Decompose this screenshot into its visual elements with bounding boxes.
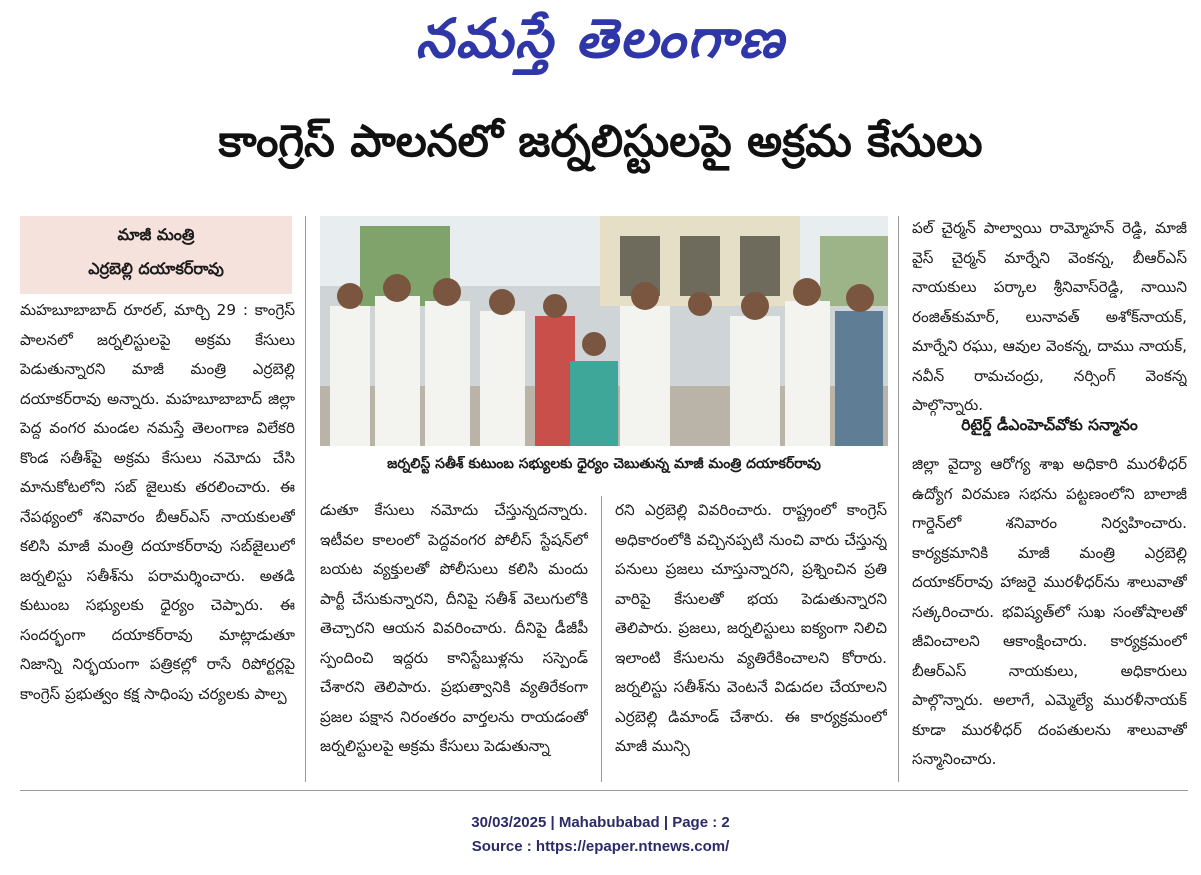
column-divider	[305, 216, 306, 782]
headline: కాంగ్రెస్ పాలనలో జర్నలిస్టులపై అక్రమ కేసులు	[218, 116, 983, 167]
news-photo	[320, 216, 888, 446]
article-column-3	[615, 496, 887, 786]
article-subheading: రిటైర్డ్ డీఎంహెచ్‌వోకు సన్మానం	[961, 416, 1138, 434]
photo-caption: జర్నలిస్ట్ సతీశ్ కుటుంబ సభ్యులకు ధైర్యం చెబుతున్న మాజీ మంత్రి దయాకర్‌రావు	[387, 456, 821, 472]
footer-date-edition: 30/03/2025 | Mahabubabad | Page : 2	[471, 814, 730, 831]
byline-title: మాజీ మంత్రి	[117, 225, 195, 244]
article-text: మహబూబాబాద్ రూరల్, మార్చి 29 : కాంగ్రెస్ పాలనలో జర్నలిస్టులపై అక్రమ కేసులు పెడుతున్నారని మాజీ మంత్రి ఎర్రబెల్లి దయాకర్‌రావు అన్నారు. మహబూబాబాద్ జిల్లా పెద్ద వంగర మండల నమస్తే తెలంగాణ విలేకరి కొండ సతీశ్‌పై అక్రమ కేసులు నమోదు చేసి మానుకోటలోని సబ్ జైలుకు తరలించారు. ఈ నేపథ్యంలో శనివారం బీఆర్‌ఎస్ నాయకులతో కలిసి మాజీ మంత్రి దయాకర్‌రావు సబ్‌జైలులో జర్నలిస్టు సతీశ్‌ను పరామర్శించారు. అతడి కుటుంబ సభ్యులకు ధైర్యం చెప్పారు. ఈ సందర్భంగా దయాకర్‌రావు మాట్లాడుతూ నిజాన్ని నిర్భయంగా పత్రికల్లో రాసే రిపోర్టర్లపై కాంగ్రెస్ ప్రభుత్వం కక్ష సాధింపు చర్యలకు పాల్ప	[20, 301, 295, 703]
column-divider	[898, 216, 899, 782]
article-column-1	[20, 296, 295, 782]
byline-name: ఎర్రబెల్లి దయాకర్‌రావు	[88, 259, 224, 278]
article-column-2	[320, 496, 588, 786]
footer-rule	[20, 790, 1188, 791]
article-column-4	[912, 214, 1187, 432]
masthead: నమస్తే తెలంగాణ	[415, 6, 786, 70]
article-text: డుతూ కేసులు నమోదు చేస్తున్నదన్నారు. ఇటీవల కాలంలో పెద్దవంగర పోలీస్ స్టేషన్‌లో బయట వ్యక్తులతో పోలీసులు కలిసి మందు పార్టీ చేసుకున్నారని, దీనిపై సతీశ్ వెలుగులోకి తెచ్చారని ఆయన వివరించారు. దీనిపై డీజీపీ స్పందించి ఇద్దరు కానిస్టేబుళ్లను సస్పెండ్ చేశారని తెలిపారు. ప్రభుత్వానికి వ్యతిరేకంగా ప్రజల పక్షాన నిరంతరం వార్తలను రాయడంతో జర్నలిస్టులపై అక్రమ కేసులు పెడుతున్నా	[320, 501, 588, 755]
footer-source: Source : https://epaper.ntnews.com/	[471, 838, 730, 855]
byline-box	[20, 216, 292, 294]
article-text: రని ఎర్రబెల్లి వివరించారు. రాష్ట్రంలో కాంగ్రెస్ అధికారంలోకి వచ్చినప్పటి నుంచి వారు చేస్తున్న పనులు ప్రజలు చూస్తున్నారని, ప్రశ్నించిన ప్రతి వారిపై కేసులతో భయ పెడుతున్నారని తెలిపారు. ప్రజలు, జర్నలిస్టులు ఐక్యంగా నిలిచి ఇలాంటి కేసులను వ్యతిరేకించాలని కోరారు. జర్నలిస్టు సతీశ్‌ను వెంటనే విడుదల చేయాలని ఎర్రబెల్లి డిమాండ్ చేశారు. ఈ కార్యక్రమంలో మాజీ మున్సి	[615, 501, 887, 755]
article-text: పల్ చైర్మన్ పాల్వాయి రామ్మోహన్ రెడ్డి, మాజీ వైస్ చైర్మన్ మార్నేని వెంకన్న, బీఆర్‌ఎస్ నాయకులు పర్కాల శ్రీనివాస్‌రెడ్డి, నాయిని రంజిత్‌కుమార్, లునావత్ అశోక్‌నాయక్, మార్నేని రఘు, ఆవుల వెంకన్న, దాము నాయక్, నవీన్ రామచంద్రు, నర్సింగ్ వెంకన్న పాల్గొన్నారు.	[912, 219, 1187, 414]
group-photo-illustration	[320, 216, 888, 446]
article-text: జిల్లా వైద్యా ఆరోగ్య శాఖ అధికారి మురళీధర్ ఉద్యోగ విరమణ సభను పట్టణంలోని బాలాజీ గార్డెన్‌లో శనివారం నిర్వహించారు. కార్యక్రమానికి మాజీ మంత్రి ఎర్రబెల్లి దయాకర్‌రావు హాజరై మురళీధర్‌ను శాలువాతో సత్కరించారు. భవిష్యత్‌లో సుఖ సంతోషాలతో జీవించాలని ఆకాంక్షించారు. కార్యక్రమంలో బీఆర్‌ఎస్ నాయకులు, అధికారులు పాల్గొన్నారు. అలాగే, ఎమ్మెల్యే మురళీనాయక్ కూడా మురళీధర్ దంపతులను శాలువాతో సన్మానించారు.	[912, 455, 1187, 768]
column-divider	[601, 496, 602, 782]
article-column-4-continued	[912, 450, 1187, 780]
